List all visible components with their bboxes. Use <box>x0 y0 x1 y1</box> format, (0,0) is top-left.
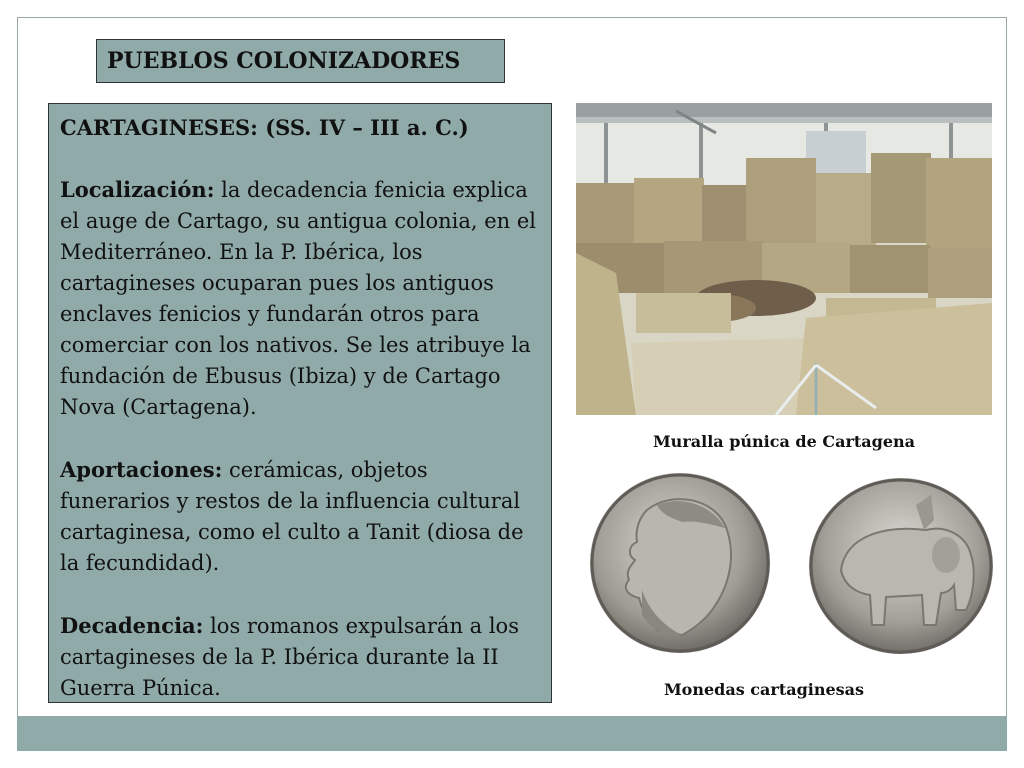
section-lead: Aportaciones: <box>60 457 223 482</box>
section-aportaciones <box>60 454 541 579</box>
section-text: los romanos expulsarán a los cartagineses de la P. Ibérica durante la II Guerra Púnica. <box>60 614 519 700</box>
coin-head-photo <box>587 470 773 656</box>
coins-caption: Monedas cartaginesas <box>663 680 865 699</box>
section-text: la decadencia fenicia explica el auge de Cartago, su antigua colonia, en el Mediterráneo. En la P. Ibérica, los cartagineses ocuparan pues los antiguos enclaves fenicios y fundarán otros para comerciar con los nativos. Se les atribuye la fundación de Ebusus (Ibiza) y de Cartago Nova (Cartagena). <box>60 178 536 419</box>
wall-caption: Muralla púnica de Cartagena <box>652 432 916 451</box>
slide-footer-bar <box>17 716 1007 751</box>
section-lead: Localización: <box>60 177 215 202</box>
panel-heading: CARTAGINESES: (SS. IV – III a. C.) <box>60 115 469 140</box>
slide-title: PUEBLOS COLONIZADORES <box>107 48 461 74</box>
slide-title-box <box>96 39 505 83</box>
section-decadencia <box>60 610 541 704</box>
section-text: cerámicas, objetos funerarios y restos de la influencia cultural cartaginesa, como el culto a Tanit (diosa de la fecundidad). <box>60 458 524 575</box>
section-lead: Decadencia: <box>60 613 204 638</box>
coin-elephant-photo <box>806 475 996 657</box>
punic-wall-photo <box>576 103 992 415</box>
content-panel <box>48 103 552 703</box>
section-localizacion <box>60 174 541 423</box>
